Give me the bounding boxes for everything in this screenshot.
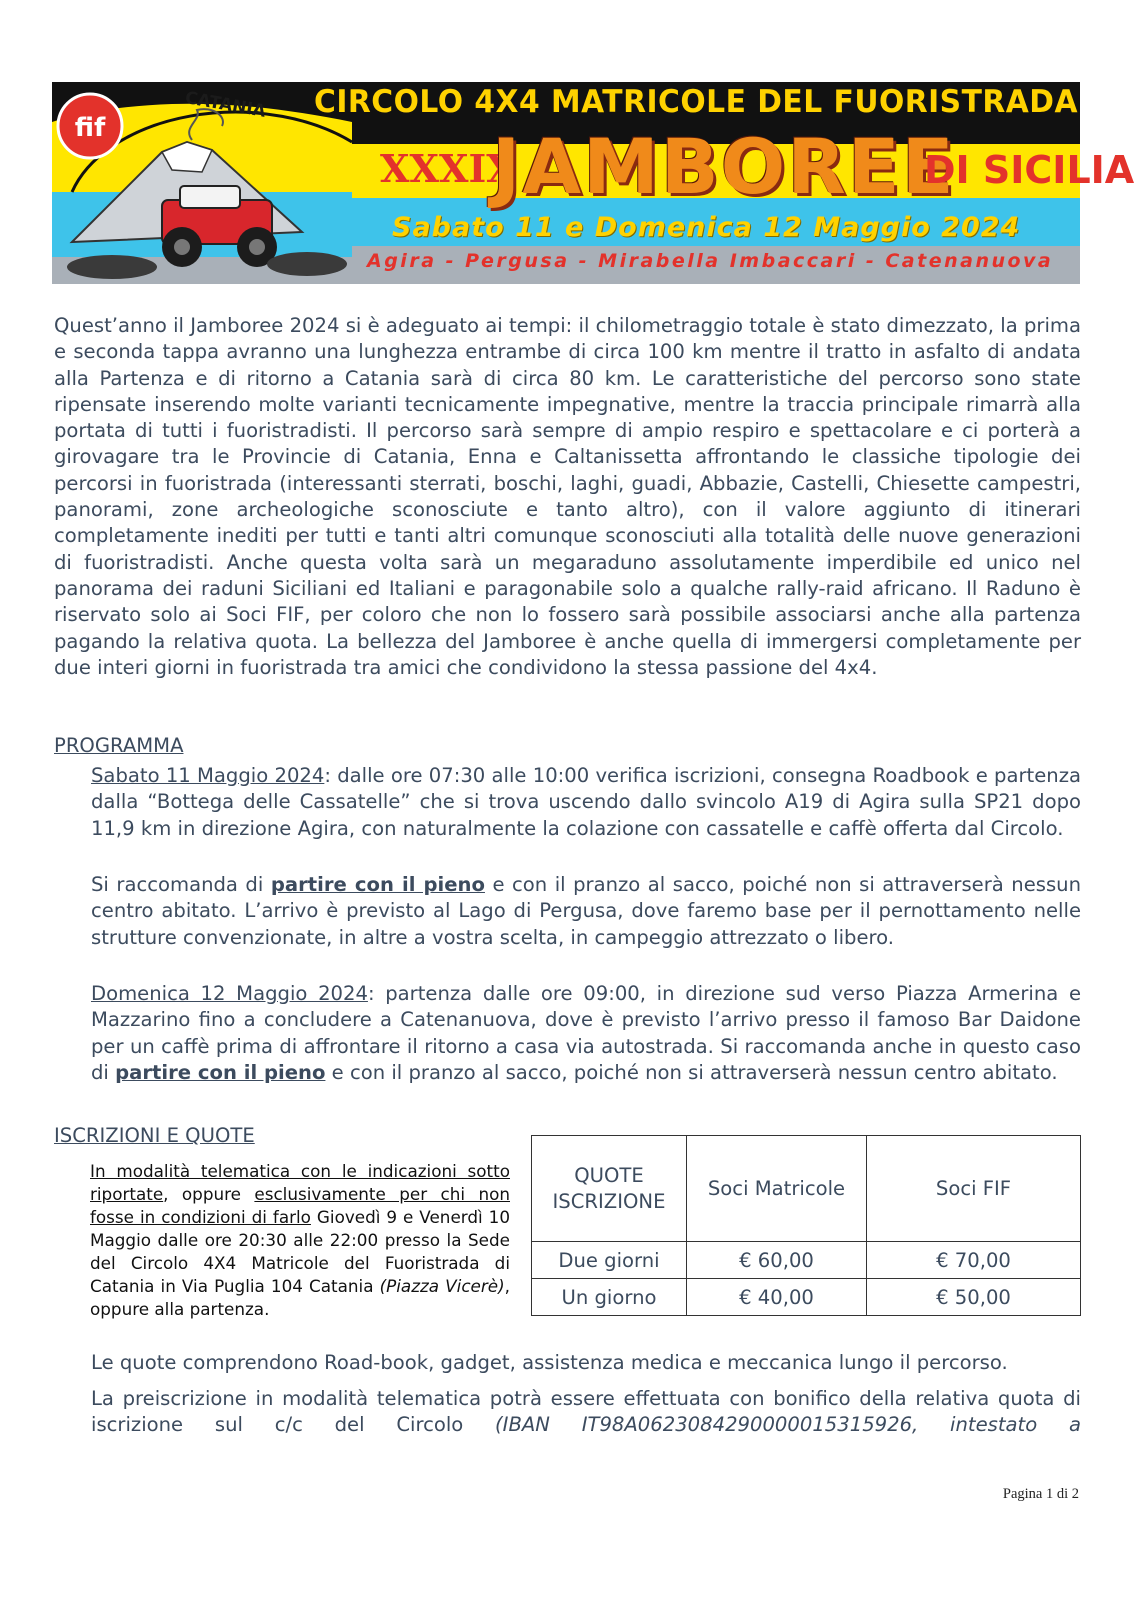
fees-row-matricole: € 40,00 bbox=[687, 1279, 867, 1316]
page-number: Pagina 1 di 2 bbox=[1002, 1486, 1079, 1502]
fees-row-matricole: € 60,00 bbox=[687, 1242, 867, 1279]
saturday-full-tank: partire con il pieno bbox=[270, 873, 485, 896]
event-banner bbox=[52, 82, 1134, 284]
table-row bbox=[532, 1279, 1081, 1316]
banner-di-sicilia: DI SICILIA bbox=[924, 148, 1134, 192]
fees-header-fif: Soci FIF bbox=[867, 1136, 1081, 1242]
registration-square: (Piazza Vicerè) bbox=[379, 1276, 505, 1296]
saturday-text: : dalle ore 07:30 alle 10:00 verifica iscrizioni, consegna Roadbook e partenza dalla “Bottega delle Cassatelle” che si trova uscendo dallo svincolo A19 di Agira sulla SP21 dopo 11,9 km in direzione Agira, con naturalmente la colazione con cassatelle e caffè offerta dal Circolo. bbox=[91, 764, 1081, 840]
sunday-full-tank: partire con il pieno bbox=[115, 1060, 326, 1084]
banner-dates: Sabato 11 e Domenica 12 Maggio 2024 bbox=[392, 212, 1021, 243]
saturday-paragraph bbox=[91, 763, 1081, 842]
iscrizioni-heading: ISCRIZIONI E QUOTE bbox=[54, 1124, 255, 1147]
saturday-advice-paragraph bbox=[91, 872, 1081, 951]
banner-jamboree: JAMBOREE bbox=[492, 122, 956, 211]
programma-heading: PROGRAMMA bbox=[54, 734, 184, 757]
svg-text:fif: fif bbox=[74, 113, 106, 143]
iban-details: (IBAN IT98A0623084290000015315926, intestato a bbox=[495, 1413, 1081, 1437]
banner-club-name: CIRCOLO 4X4 MATRICOLE DEL FUORISTRADA bbox=[314, 84, 1078, 120]
sunday-date: Domenica 12 Maggio 2024 bbox=[91, 982, 368, 1005]
fees-includes-note: Le quote comprendono Road-book, gadget, assistenza medica e meccanica lungo il percorso. bbox=[91, 1351, 1008, 1374]
table-row bbox=[532, 1242, 1081, 1279]
registration-location: Giovedì 9 e Venerdì 10 Maggio dalle ore 20:30 alle 22:00 presso la Sede del Circolo 4X4 Matricole del Fuoristrada di Catania in Via Puglia 104 Catania bbox=[90, 1207, 510, 1296]
registration-exclusive-note: esclusivamente per chi non fosse in condizioni di farlo bbox=[90, 1184, 510, 1227]
banner-edition: XXXIX bbox=[380, 146, 516, 191]
fees-row-label: Un giorno bbox=[532, 1279, 687, 1316]
saturday-date: Sabato 11 Maggio 2024 bbox=[91, 764, 325, 787]
banner-towns: Agira - Pergusa - Mirabella Imbaccari - Catenanuova bbox=[367, 250, 1054, 272]
registration-info bbox=[90, 1160, 510, 1321]
fees-header-matricole: Soci Matricole bbox=[687, 1136, 867, 1242]
sunday-text: : partenza dalle ore 09:00, in direzione sud verso Piazza Armerina e Mazzarino fino a concludere a Catenanuova, dove è previsto l’arrivo presso il famoso Bar Daidone per un caffè prima di affrontare il ritorno a casa via autostrada. Si raccomanda anche in questo caso di bbox=[91, 982, 1081, 1084]
registration-or-departure: , oppure alla partenza. bbox=[90, 1276, 510, 1319]
saturday-advice-post: e con il pranzo al sacco, poiché non si attraverserà nessun centro abitato. L’arrivo è previsto al Lago di Pergusa, dove faremo base per il pernottamento nelle strutture convenzionate, in altre a vostra scelta, in campeggio attrezzato o libero. bbox=[91, 873, 1082, 949]
fees-row-fif: € 70,00 bbox=[867, 1242, 1081, 1279]
preregistration-paragraph bbox=[91, 1386, 1081, 1439]
fees-header-quote: QUOTE ISCRIZIONE bbox=[532, 1136, 687, 1242]
fees-table bbox=[531, 1135, 1081, 1316]
sunday-text-post: e con il pranzo al sacco, poiché non si attraverserà nessun centro abitato. bbox=[325, 1060, 1058, 1084]
preregistration-text: La preiscrizione in modalità telematica potrà essere effettuata con bonifico della relativa quota di iscrizione sul c/c del Circolo bbox=[91, 1387, 1081, 1437]
banner-catania: CATANIA bbox=[183, 88, 268, 122]
saturday-advice-pre: Si raccomanda di bbox=[91, 873, 271, 896]
intro-paragraph: Quest’anno il Jamboree 2024 si è adeguato ai tempi: il chilometraggio totale è stato dimezzato, la prima e seconda tappa avranno una lunghezza entrambe di circa 100 km mentre il tratto in asfalto di andata alla Partenza e di ritorno a Catania sarà di circa 80 km. Le caratteristiche del percorso sono state ripensate inserendo molte varianti tecnicamente impegnative, mentre la traccia principale rimarrà alla portata di tutti i fuoristradisti. Il percorso sarà sempre di ampio respiro e spettacolare e ci porterà a girovagare tra le Provincie di Catania, Enna e Caltanissetta affrontando le classiche tipologie dei percorsi in fuoristrada (interessanti sterrati, boschi, laghi, guadi, Abbazie, Castelli, Chiesette campestri, panorami, zone archeologiche sconosciute e tanto altro), con il valore aggiunto di itinerari completamente inediti per tutti e tanti altri comunque sconosciuti alla totalità delle nuove generazioni di fuoristradisti. Anche questa volta sarà un megaraduno assolutamente imperdibile ed unico nel panorama dei raduni Siciliani ed Italiani e paragonabile solo a qualche rally-raid africano. Il Raduno è riservato solo ai Soci FIF, per coloro che non lo fossero sarà possibile associarsi anche alla partenza pagando la relativa quota. La bellezza del Jamboree è anche quella di immergersi completamente per due interi giorni in fuoristrada tra amici che condividono la stessa passione del 4x4. bbox=[54, 314, 1081, 679]
registration-online-note: In modalità telematica con le indicazioni sotto riportate bbox=[90, 1161, 510, 1204]
fees-table-header bbox=[532, 1136, 1081, 1242]
sunday-paragraph bbox=[91, 981, 1081, 1086]
fees-row-fif: € 50,00 bbox=[867, 1279, 1081, 1316]
fees-row-label: Due giorni bbox=[532, 1242, 687, 1279]
registration-or: , oppure bbox=[163, 1184, 255, 1204]
